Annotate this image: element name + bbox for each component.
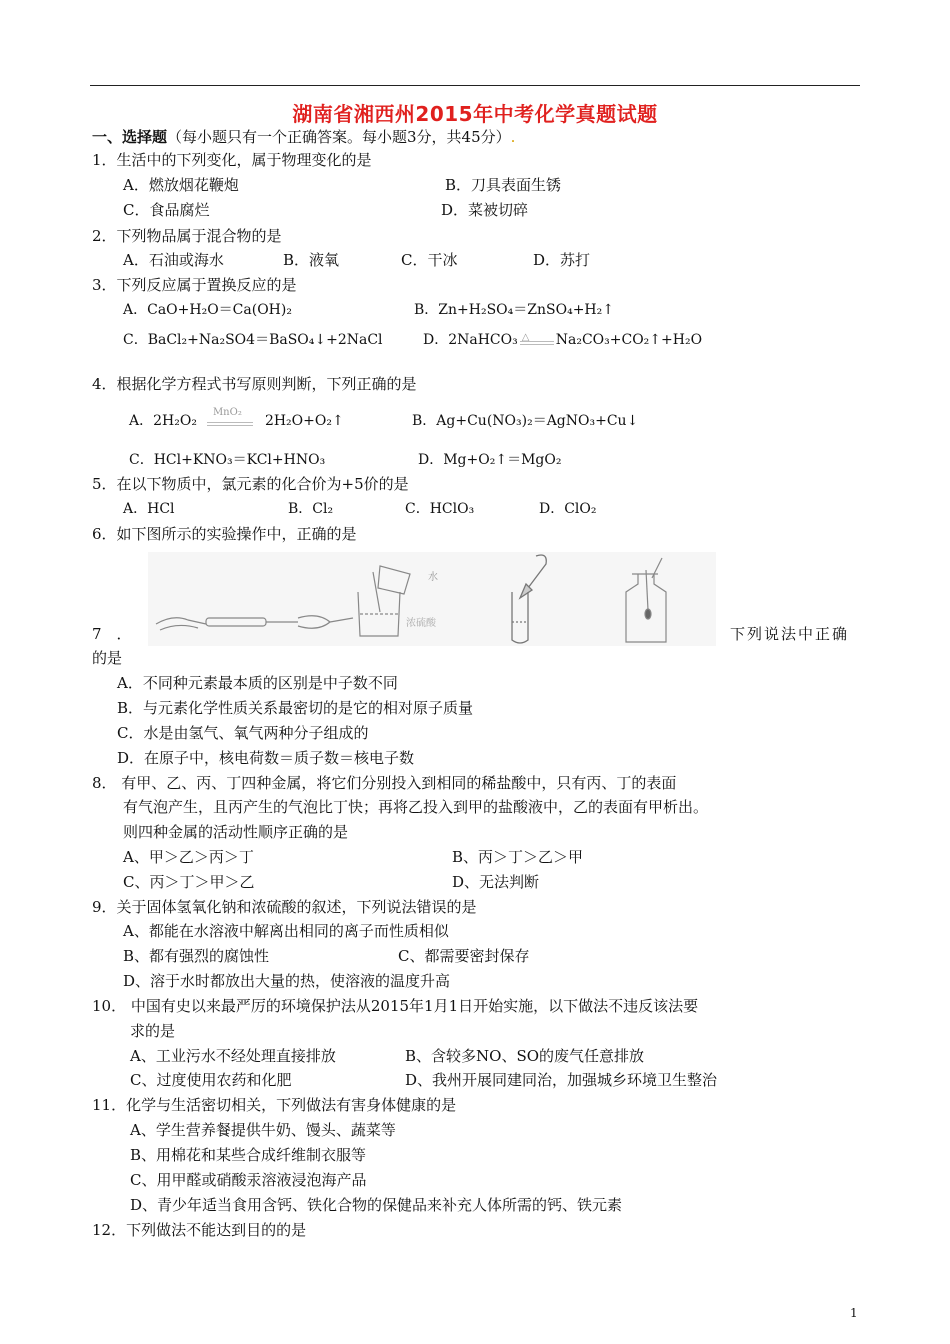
q1-stem: 1．生活中的下列变化，属于物理变化的是	[92, 151, 372, 169]
q2-option-c: C．干冰	[401, 251, 458, 269]
heat-condition-sign: △	[520, 332, 554, 348]
q2-option-b: B．液氧	[283, 251, 340, 269]
page-number: 1	[850, 1306, 858, 1320]
header-rule	[90, 85, 860, 86]
q3-option-b: B．Zn+H₂SO₄＝ZnSO₄+H₂↑	[414, 302, 614, 318]
q9-option-d: D、溶于水时都放出大量的热，使溶液的温度升高	[123, 972, 451, 990]
q3-option-d-right: Na₂CO₃+CO₂↑+H₂O	[555, 332, 703, 348]
section-note: （每小题只有一个正确答案。每小题3分，共45分）	[167, 128, 511, 146]
q1-option-a: A．燃放烟花鞭炮	[123, 176, 239, 194]
q4-option-a-left: A．2H₂O₂	[129, 413, 197, 429]
q1-option-c: C．食品腐烂	[123, 201, 210, 219]
q3-stem: 3．下列反应属于置换反应的是	[92, 276, 297, 294]
q8-option-c: C、丙＞丁＞甲＞乙	[123, 873, 255, 891]
q3-option-c: C．BaCl₂+Na₂SO4＝BaSO₄↓+2NaCl	[123, 332, 383, 348]
q4-option-d: D．Mg+O₂↑＝MgO₂	[418, 452, 562, 468]
q7-number: 7 ．	[92, 625, 132, 643]
q11-option-a: A、学生营养餐提供牛奶、馒头、蔬菜等	[130, 1121, 396, 1139]
catalyst-condition-sign: MnO₂	[207, 413, 253, 429]
q8-stem-line3: 则四种金属的活动性顺序正确的是	[123, 823, 349, 841]
q4-stem: 4．根据化学方程式书写原则判断，下列正确的是	[92, 375, 417, 393]
q11-option-c: C、用甲醛或硝酸汞溶液浸泡海产品	[130, 1171, 367, 1189]
q11-option-b: B、用棉花和某些合成纤维制衣服等	[130, 1146, 367, 1164]
q12-stem: 12．下列做法不能达到目的的是	[92, 1221, 307, 1239]
experiment-figure	[148, 552, 716, 646]
q6-stem: 6．如下图所示的实验操作中，正确的是	[92, 525, 357, 543]
q9-option-b: B、都有强烈的腐蚀性	[123, 947, 270, 965]
q11-option-d: D、青少年适当食用含钙、铁化合物的保健品来补充人体所需的钙、铁元素	[130, 1196, 623, 1214]
q9-option-a: A、都能在水溶液中解离出相同的离子而性质相似	[123, 922, 449, 940]
q10-option-a: A、工业污水不经处理直接排放	[130, 1047, 336, 1065]
fig-label-acid: 浓硫酸	[406, 618, 436, 629]
q10-option-d: D、我州开展同建同治，加强城乡环境卫生整治	[405, 1071, 718, 1089]
q2-stem: 2．下列物品属于混合物的是	[92, 227, 282, 245]
q3-option-a: A．CaO+H₂O＝Ca(OH)₂	[123, 302, 292, 318]
q7-stem-tail: 下列说法中正确	[730, 625, 850, 643]
q7-option-b: B．与元素化学性质关系最密切的是它的相对原子质量	[117, 699, 474, 717]
q5-option-a: A．HCl	[123, 501, 175, 517]
q7-stem-end: 的是	[92, 649, 123, 667]
section-heading-line: 一、选择题（每小题只有一个正确答案。每小题3分，共45分）.	[92, 128, 516, 146]
q4-option-b: B．Ag+Cu(NO₃)₂＝AgNO₃+Cu↓	[412, 413, 639, 429]
page-title: 湖南省湘西州2015年中考化学真题试题	[292, 102, 658, 126]
q5-stem: 5．在以下物质中，氯元素的化合价为+5价的是	[92, 475, 409, 493]
q8-option-b: B、丙＞丁＞乙＞甲	[452, 848, 584, 866]
q7-option-d: D．在原子中，核电荷数＝质子数＝核电子数	[117, 749, 415, 767]
q2-option-a: A．石油或海水	[123, 251, 224, 269]
q7-option-a: A．不同种元素最本质的区别是中子数不同	[117, 674, 398, 692]
q1-option-d: D．菜被切碎	[441, 201, 529, 219]
q8-stem-line1: 8． 有甲、乙、丙、丁四种金属，将它们分别投入到相同的稀盐酸中，只有丙、丁的表面	[92, 774, 677, 792]
section-heading: 一、选择题	[92, 128, 168, 146]
q4-option-a	[129, 407, 344, 431]
q10-stem-line1: 10． 中国有史以来最严厉的环境保护法从2015年1月1日开始实施，以下做法不违反该法要	[92, 997, 699, 1015]
q4-option-a-right: 2H₂O+O₂↑	[264, 413, 344, 429]
q10-stem-line2: 求的是	[130, 1022, 176, 1040]
q3-option-d	[423, 330, 702, 350]
q8-option-d: D、无法判断	[452, 873, 540, 891]
q11-stem: 11．化学与生活密切相关，下列做法有害身体健康的是	[92, 1096, 457, 1114]
q1-option-b: B．刀具表面生锈	[445, 176, 562, 194]
q5-option-b: B．Cl₂	[288, 501, 334, 517]
q10-option-b: B、含较多NO、SO的废气任意排放	[405, 1047, 645, 1065]
q4-option-c: C．HCl+KNO₃＝KCl+HNO₃	[129, 452, 326, 468]
q5-option-d: D．ClO₂	[539, 501, 597, 517]
q2-option-d: D．苏打	[533, 251, 591, 269]
q9-option-c: C、都需要密封保存	[398, 947, 530, 965]
q7-option-c: C．水是由氢气、氧气两种分子组成的	[117, 724, 369, 742]
q3-option-d-left: D．2NaHCO₃	[423, 332, 518, 348]
fig-label-water: 水	[428, 572, 438, 583]
q9-stem: 9．关于固体氢氧化钠和浓硫酸的叙述，下列说法错误的是	[92, 898, 477, 916]
q8-stem-line2: 有气泡产生，且丙产生的气泡比丁快；再将乙投入到甲的盐酸液中，乙的表面有甲析出。	[123, 798, 709, 816]
q10-option-c: C、过度使用农药和化肥	[130, 1071, 292, 1089]
q5-option-c: C．HClO₃	[405, 501, 475, 517]
q8-option-a: A、甲＞乙＞丙＞丁	[123, 848, 254, 866]
